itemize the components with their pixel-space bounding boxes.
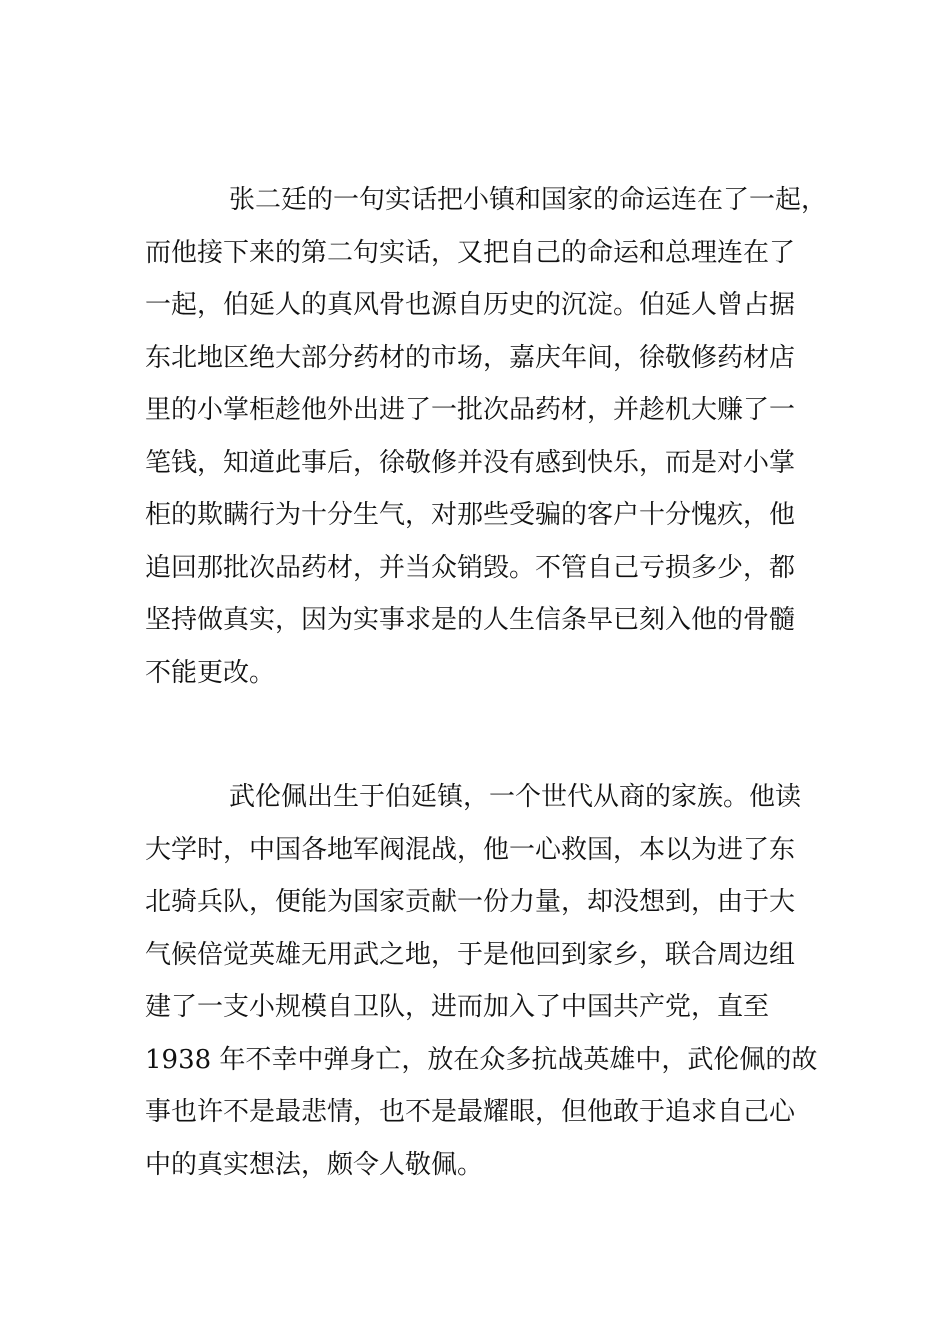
text-line: 北骑兵队，便能为国家贡献一份力量，却没想到，由于大 bbox=[145, 887, 796, 917]
text-line: 中的真实想法，颇令人敬佩。 bbox=[145, 1149, 484, 1180]
text-line: 大学时，中国各地军阀混战，他一心救国，本以为进了东 bbox=[145, 834, 796, 865]
paragraph-2 bbox=[145, 771, 817, 1191]
text-line: 东北地区绝大部分药材的市场，嘉庆年间，徐敬修药材店 bbox=[145, 342, 796, 373]
text-line: 气候倍觉英雄无用武之地，于是他回到家乡，联合周边组 bbox=[145, 939, 796, 970]
text-line: 不能更改。 bbox=[145, 657, 276, 688]
paragraph-1 bbox=[145, 174, 828, 699]
text-line: 柜的欺瞒行为十分生气，对那些受骗的客户十分愧疚，他 bbox=[145, 500, 796, 530]
text-line: 而他接下来的第二句实话，又把自己的命运和总理连在了 bbox=[145, 237, 796, 268]
text-line: 武伦佩出生于伯延镇，一个世代从商的家族。他读 bbox=[229, 782, 802, 812]
text-line: 事也许不是最悲情，也不是最耀眼，但他敢于追求自己心 bbox=[145, 1097, 796, 1127]
text-line: 建了一支小规模自卫队，进而加入了中国共产党，直至 bbox=[145, 992, 770, 1022]
text-line: 一起，伯延人的真风骨也源自历史的沉淀。伯延人曾占据 bbox=[145, 290, 796, 320]
text-line: 笔钱，知道此事后，徐敬修并没有感到快乐，而是对小掌 bbox=[145, 447, 796, 478]
text-line: 追回那批次品药材，并当众销毁。不管自己亏损多少，都 bbox=[145, 552, 796, 583]
text-line: 1938 年不幸中弹身亡，放在众多抗战英雄中，武伦佩的故 bbox=[145, 1044, 818, 1075]
text-line: 张二廷的一句实话把小镇和国家的命运连在了一起， bbox=[229, 185, 828, 215]
text-line: 坚持做真实，因为实事求是的人生信条早已刻入他的骨髓 bbox=[145, 605, 796, 635]
text-line: 里的小掌柜趁他外出进了一批次品药材，并趁机大赚了一 bbox=[145, 395, 796, 425]
